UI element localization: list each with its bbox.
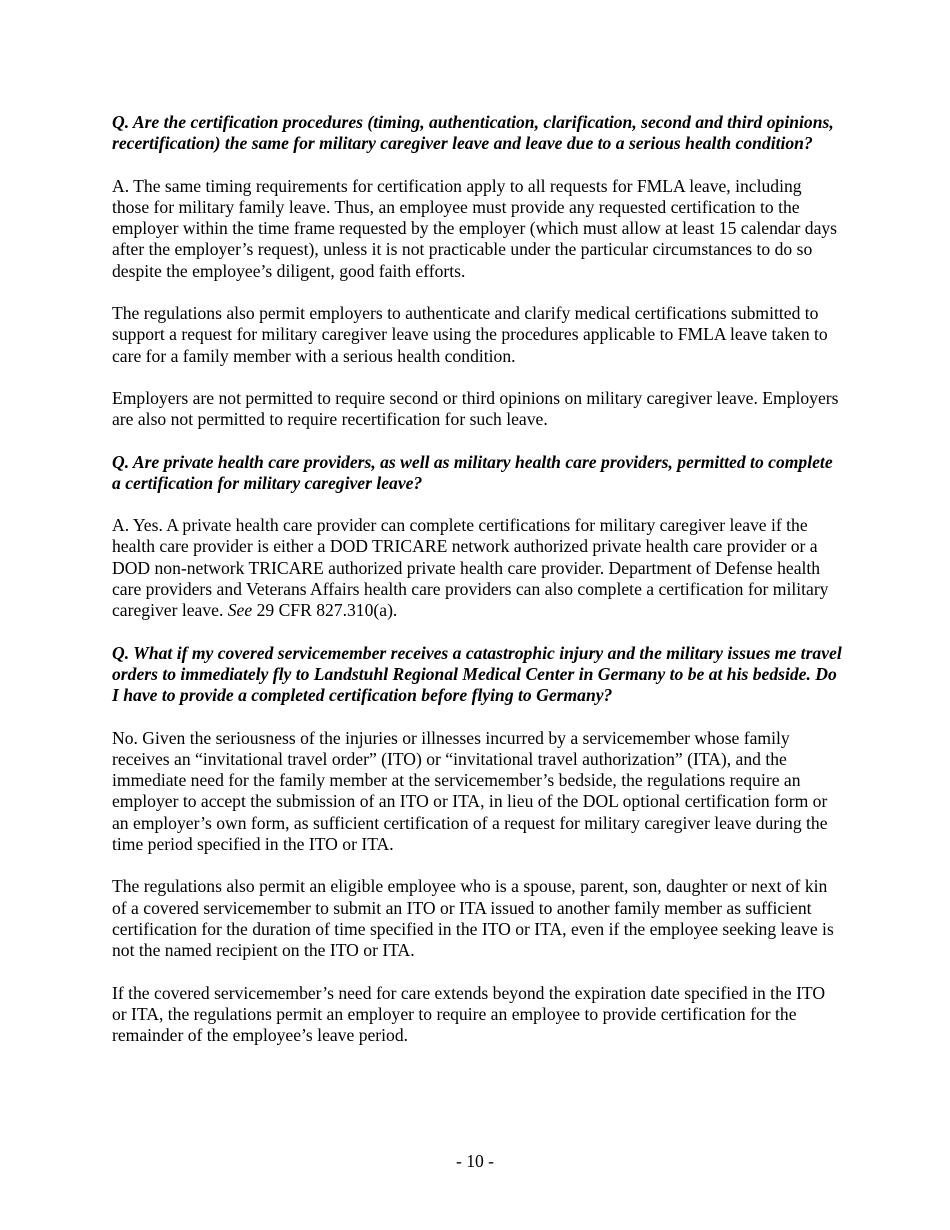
question-heading: Q. What if my covered servicemember receives a catastrophic injury and the military issues me travel orders to immediately fly to Landstuhl Regional Medical Center in Germany to be at his bedside. Do I have to provide a completed certification before flying to Germany? [112, 642, 842, 706]
answer-text: A. Yes. A private health care provider can complete certifications for military caregiver leave if the health care provider is either a DOD TRICARE network authorized private health care provider or a DOD non-network TRICARE authorized private health care provider. Department of Defense health care providers and Veterans Affairs health care providers can also complete a certification for military caregiver leave. [112, 515, 829, 621]
answer-paragraph: If the covered servicemember’s need for care extends beyond the expiration date specified in the ITO or ITA, the regulations permit an employer to require an employee to provide certification for the remainder of the employee’s leave period. [112, 982, 826, 1046]
see-citation-signal: See [227, 600, 253, 621]
page-content [112, 112, 842, 1067]
answer-paragraph: The regulations also permit an eligible employee who is a spouse, parent, son, daughter or next of kin of a covered servicemember to submit an ITO or ITA issued to another family member as sufficient certification for the duration of time specified in the ITO or ITA, even if the employee seeking leave is not the named recipient on the ITO or ITA. [112, 876, 834, 961]
answer-paragraph: No. Given the seriousness of the injuries or illnesses incurred by a servicemember whose family receives an “invitational travel order” (ITO) or “invitational travel authorization” (ITA), and the immediate need for the family member at the servicemember’s bedside, the regulations require an employer to accept the submission of an ITO or ITA, in lieu of the DOL optional certification form or an employer’s own form, as sufficient certification of a request for military caregiver leave during the time period specified in the ITO or ITA. [112, 727, 828, 855]
question-heading: Q. Are the certification procedures (timing, authentication, clarification, second and third opinions, recertification) the same for military caregiver leave and leave due to a serious health condition? [112, 112, 834, 154]
answer-paragraph [112, 515, 842, 621]
page-number: - 10 - [455, 1151, 495, 1171]
regulation-citation: 29 CFR 827.310(a). [252, 600, 398, 621]
question-heading: Q. Are private health care providers, as well as military health care providers, permitted to complete a certification for military caregiver leave? [112, 451, 833, 493]
answer-paragraph: The regulations also permit employers to authenticate and clarify medical certifications submitted to support a request for military caregiver leave using the procedures applicable to FMLA leave taken to care for a family member with a serious health condition. [112, 303, 828, 366]
answer-paragraph: Employers are not permitted to require second or third opinions on military caregiver leave. Employers are also not permitted to require recertification for such leave. [112, 387, 839, 430]
answer-paragraph: A. The same timing requirements for certification apply to all requests for FMLA leave, including those for military family leave. Thus, an employee must provide any requested certification to the employer within the time frame requested by the employer (which must allow at least 15 calendar days after the employer’s request), unless it is not practicable under the particular circumstances to do so despite the employee’s diligent, good faith efforts. [112, 175, 838, 281]
